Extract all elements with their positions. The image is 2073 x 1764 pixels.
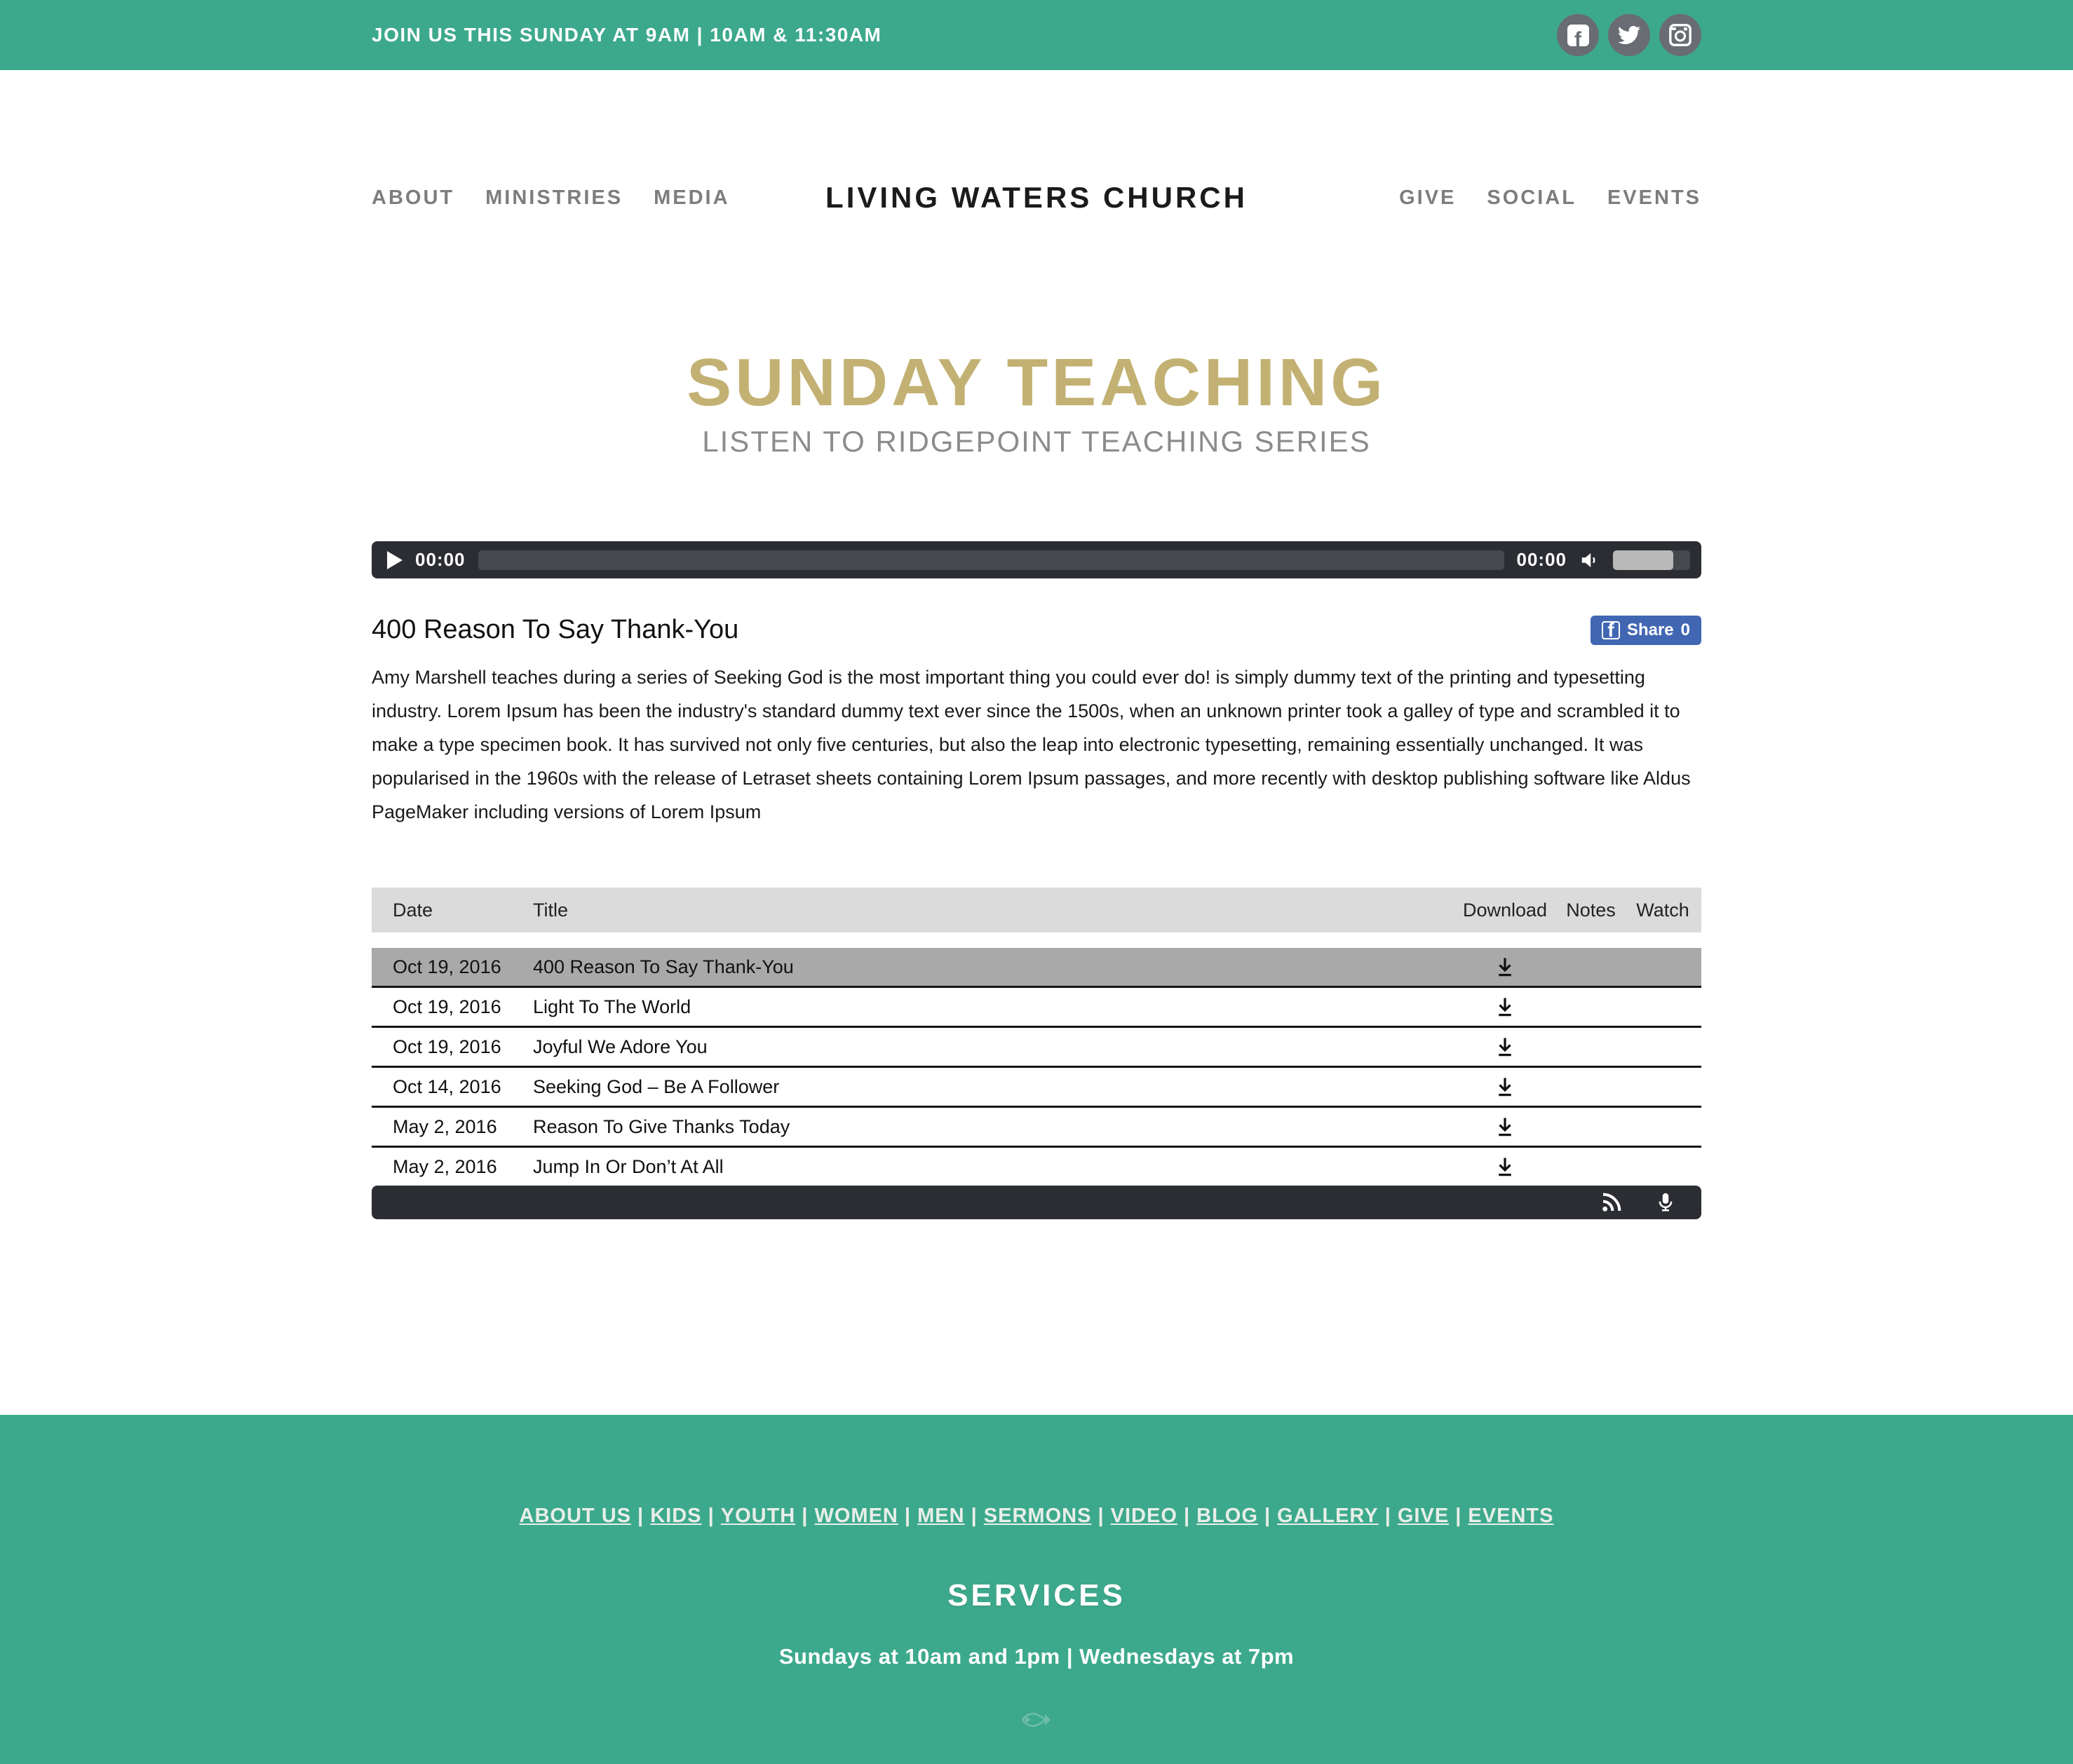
row-date: May 2, 2016: [393, 1115, 497, 1137]
column-download: Download: [1462, 899, 1548, 921]
rss-icon[interactable]: [1600, 1191, 1623, 1214]
table-row[interactable]: [372, 1026, 1701, 1066]
nav-right: [1399, 186, 1701, 210]
site-title: LIVING WATERS CHURCH: [825, 181, 1248, 214]
column-date: Date: [393, 899, 433, 921]
nav-item-events[interactable]: EVENTS: [1607, 186, 1701, 209]
volume-icon[interactable]: [1579, 550, 1600, 571]
sermon-title: 400 Reason To Say Thank-You: [372, 615, 739, 644]
nav-left: [372, 186, 730, 210]
page-subtitle: LISTEN TO RIDGEPOINT TEACHING SERIES: [702, 425, 1371, 458]
row-title: 400 Reason To Say Thank-You: [533, 956, 794, 977]
row-date: May 2, 2016: [393, 1155, 497, 1177]
column-watch: Watch: [1636, 899, 1689, 921]
facebook-icon: f: [1567, 25, 1589, 46]
download-icon[interactable]: [1494, 1036, 1515, 1057]
row-date: Oct 19, 2016: [393, 1036, 501, 1057]
nav-item-media[interactable]: MEDIA: [654, 186, 730, 209]
footer-link[interactable]: BLOG: [1196, 1505, 1258, 1527]
table-row[interactable]: [372, 1106, 1701, 1146]
volume-fill: [1613, 550, 1673, 570]
nav-item-give[interactable]: GIVE: [1399, 186, 1457, 209]
twitter-button[interactable]: [1608, 14, 1650, 56]
facebook-button[interactable]: [1557, 14, 1599, 56]
download-icon[interactable]: [1494, 1116, 1515, 1137]
twitter-icon: [1618, 24, 1640, 46]
share-label: Share: [1626, 620, 1674, 639]
instagram-icon: [1668, 23, 1692, 47]
services-times: Sundays at 10am and 1pm | Wednesdays at 7pm: [778, 1644, 1295, 1669]
microphone-icon[interactable]: [1655, 1192, 1676, 1213]
footer-link[interactable]: WOMEN: [814, 1505, 898, 1527]
services-heading: SERVICES: [947, 1578, 1126, 1613]
footer-link[interactable]: MEN: [917, 1505, 965, 1527]
audio-player: [372, 541, 1701, 578]
download-icon[interactable]: [1494, 1076, 1515, 1097]
table-row[interactable]: [372, 948, 1701, 986]
footer-link[interactable]: SERMONS: [983, 1505, 1092, 1527]
footer-link[interactable]: GALLERY: [1277, 1505, 1379, 1527]
row-title: Light To The World: [533, 996, 691, 1017]
footer-link[interactable]: KIDS: [650, 1505, 702, 1527]
table-row[interactable]: [372, 986, 1701, 1026]
seek-bar[interactable]: [478, 550, 1504, 570]
volume-slider[interactable]: [1613, 550, 1690, 570]
row-title: Reason To Give Thanks Today: [533, 1115, 790, 1137]
fish-icon: [1021, 1710, 1052, 1730]
duration-time: 00:00: [1516, 549, 1567, 570]
sermon-description: Amy Marshell teaches during a series of Seeking God is the most important thing you could ever do! is simply dummy text of the printing and typesetting industry. Lorem Ipsum has been the industry's standard dummy text ever since the 1500s, when an unknown printer took a galley of type and scrambled it to make a type specimen book. It has survived not only five centuries, but also the leap into electronic typesetting, remaining essentially unchanged. It was popularised in the 1960s with the release of Letraset sheets containing Lorem Ipsum passages, and more recently with desktop publishing software like Aldus PageMaker including versions of Lorem Ipsum: [372, 667, 1691, 822]
announcement-text: JOIN US THIS SUNDAY AT 9AM | 10AM & 11:30AM: [372, 24, 882, 46]
row-title: Seeking God – Be A Follower: [533, 1076, 780, 1097]
footer-link[interactable]: GIVE: [1397, 1505, 1450, 1527]
player-footer-bar: [372, 1186, 1701, 1219]
footer: [0, 1415, 2073, 1764]
page-title: SUNDAY TEACHING: [687, 345, 1386, 420]
nav-item-social[interactable]: SOCIAL: [1487, 186, 1576, 209]
row-date: Oct 14, 2016: [393, 1076, 501, 1097]
footer-link[interactable]: EVENTS: [1468, 1505, 1554, 1527]
row-title: Jump In Or Don’t At All: [533, 1155, 724, 1177]
row-date: Oct 19, 2016: [393, 956, 501, 977]
table-row[interactable]: [372, 1066, 1701, 1106]
table-row[interactable]: [372, 1146, 1701, 1186]
footer-links: [0, 1415, 2073, 1528]
download-icon[interactable]: [1494, 1156, 1515, 1177]
column-title: Title: [533, 899, 569, 921]
footer-link[interactable]: VIDEO: [1110, 1505, 1177, 1527]
instagram-button[interactable]: [1659, 14, 1701, 56]
nav-item-ministries[interactable]: MINISTRIES: [485, 186, 623, 209]
table-header: [372, 888, 1701, 932]
nav-item-about[interactable]: ABOUT: [372, 186, 455, 209]
current-time: 00:00: [415, 549, 466, 570]
column-notes: Notes: [1566, 899, 1616, 921]
row-title: Joyful We Adore You: [533, 1036, 708, 1057]
download-icon[interactable]: [1494, 956, 1515, 977]
row-date: Oct 19, 2016: [393, 996, 501, 1017]
main-navigation: [372, 70, 1701, 220]
facebook-share-button[interactable]: [1591, 616, 1701, 645]
share-count: 0: [1680, 620, 1690, 639]
sermon-table: [372, 888, 1701, 1219]
facebook-icon: f: [1602, 621, 1620, 639]
download-icon[interactable]: [1494, 996, 1515, 1017]
footer-link[interactable]: ABOUT US: [519, 1505, 631, 1527]
play-icon[interactable]: [387, 551, 403, 569]
announcement-bar: [0, 0, 2073, 70]
social-buttons: [1557, 14, 1701, 56]
footer-link[interactable]: YOUTH: [720, 1505, 796, 1527]
